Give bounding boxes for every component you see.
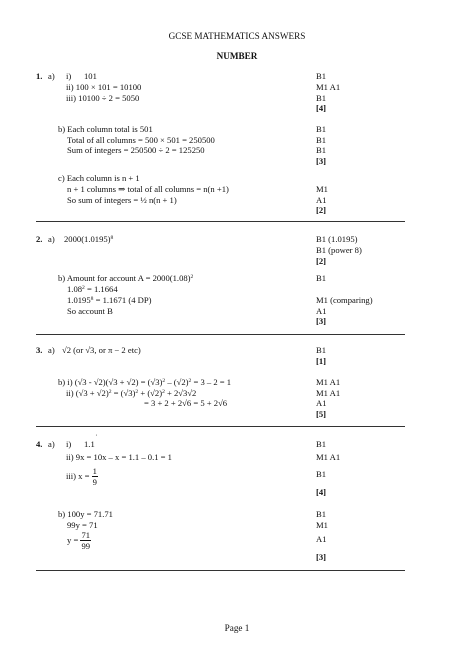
q1-b3-text: Sum of integers = 250500 ÷ 2 = 125250 — [67, 145, 205, 155]
q2-b-total: [3] — [316, 316, 327, 326]
q4-ai-mark: B1 — [316, 439, 327, 449]
q1-b1-mark: B1 — [316, 124, 327, 134]
q2-b4-text: So account B — [67, 306, 113, 316]
q3-bi-text: b) i) $(√3 - √2)(√3 + √2) = (√3)^2 - (√2)^2 = 3 - 2 = 1$ — [58, 377, 232, 387]
q4-b3-expr: y = $\frac{71}{99}$ — [67, 530, 91, 551]
q4-aii-text: ii) 9x = 10x – x = 1.1 – 0.1 = 1 — [66, 452, 172, 462]
q1-c-total: [2] — [316, 205, 327, 215]
divider — [36, 221, 405, 222]
page-number: Page 1 — [224, 623, 250, 633]
q1-aii-mark: M1 A1 — [316, 82, 341, 92]
q4-ai-label: i) — [66, 439, 72, 449]
q3-a-total: [1] — [316, 356, 327, 366]
q2-b4-mark: A1 — [316, 306, 327, 316]
section-title: NUMBER — [216, 51, 258, 61]
recurring-dot: ˙ — [95, 433, 98, 442]
q4-b3-mark: A1 — [316, 534, 327, 544]
q2-b1-mark: B1 — [316, 273, 327, 283]
q2-part-a-label: a) — [48, 234, 55, 244]
q3-part-a-label: a) — [48, 345, 55, 355]
q1-b1-text: b) Each column total is 501 — [58, 124, 153, 134]
q4-b1-mark: B1 — [316, 509, 327, 519]
q2-b3-text: $1.0195^8 = 1.1671$ (4 DP) — [67, 295, 152, 305]
q4-b1-text: b) 100y = 71.71 — [58, 509, 113, 519]
document-title: GCSE MATHEMATICS ANSWERS — [168, 31, 306, 41]
q3-a-mark: B1 — [316, 345, 327, 355]
q1-c2-mark: M1 — [316, 184, 328, 194]
q2-number: 2. — [36, 234, 43, 244]
divider — [36, 334, 405, 335]
q4-ai-text: 1.1 — [84, 439, 95, 449]
q2-a-text: $2000(1.0195)^8$ — [64, 234, 114, 244]
q4-b-total: [3] — [316, 552, 327, 562]
q4-a-total: [4] — [316, 487, 327, 497]
q2-b3-mark: M1 (comparing) — [316, 295, 373, 305]
q3-number: 3. — [36, 345, 43, 355]
q1-b2-mark: B1 — [316, 135, 327, 145]
q1-aii-text: ii) 100 × 101 = 10100 — [66, 82, 142, 92]
q4-b2-text: 99y = 71 — [67, 520, 98, 530]
q3-bi-mark: M1 A1 — [316, 377, 341, 387]
q2-b2-text: $1.08^2 = 1.1664$ — [67, 284, 118, 294]
q3-b-total: [5] — [316, 409, 327, 419]
q3-a-text: √2 (or √3, or π − 2 etc) — [62, 345, 141, 355]
q1-a-total: [4] — [316, 103, 327, 113]
q1-c3-mark: A1 — [316, 195, 327, 205]
q1-part-a-label: a) — [48, 71, 55, 81]
q1-number: 1. — [36, 71, 43, 81]
q3-biii-mark: A1 — [316, 398, 327, 408]
q4-aii-mark: M1 A1 — [316, 452, 341, 462]
q4-aiii-mark: B1 — [316, 469, 327, 479]
q1-ai-text: 101 — [84, 71, 97, 81]
q4-part-a-label: a) — [48, 439, 55, 449]
q1-ai-label: i) — [66, 71, 72, 81]
q4-aiii-expr: iii) x = $\frac{1}{9}$ — [66, 466, 97, 487]
q1-aiii-mark: B1 — [316, 93, 327, 103]
q2-a-total: [2] — [316, 256, 327, 266]
q1-aiii-text: iii) 10100 ÷ 2 = 5050 — [66, 93, 140, 103]
q3-biii-text: = 3 + 2 + 2√6 = 5 + 2√6 — [144, 398, 228, 408]
q2-b1-text: b) Amount for account $A = 2000(1.08)^2$ — [58, 273, 194, 283]
q1-b-total: [3] — [316, 156, 327, 166]
q2-a-mark2: B1 (power 8) — [316, 245, 362, 255]
q4-b2-mark: M1 — [316, 520, 328, 530]
divider — [36, 426, 405, 427]
q1-b2-text: Total of all columns = 500 × 501 = 250500 — [67, 135, 215, 145]
q1-ai-mark: B1 — [316, 71, 327, 81]
q1-b3-mark: B1 — [316, 145, 327, 155]
q1-c3-text: So sum of integers = ½ n(n + 1) — [67, 195, 177, 205]
q4-number: 4. — [36, 439, 43, 449]
divider — [36, 570, 405, 571]
q3-bii-text: ii) $(√3 + √2)^2 = (√3)^2 + (√2)^2 + 2√3√2$ — [66, 388, 197, 398]
q1-c1-text: c) Each column is n + 1 — [58, 173, 140, 183]
q2-a-mark1: B1 (1.0195) — [316, 234, 358, 244]
q1-c2-text: n + 1 columns ⇒ total of all columns = n(n +1) — [67, 184, 229, 194]
q3-bii-mark: M1 A1 — [316, 388, 341, 398]
